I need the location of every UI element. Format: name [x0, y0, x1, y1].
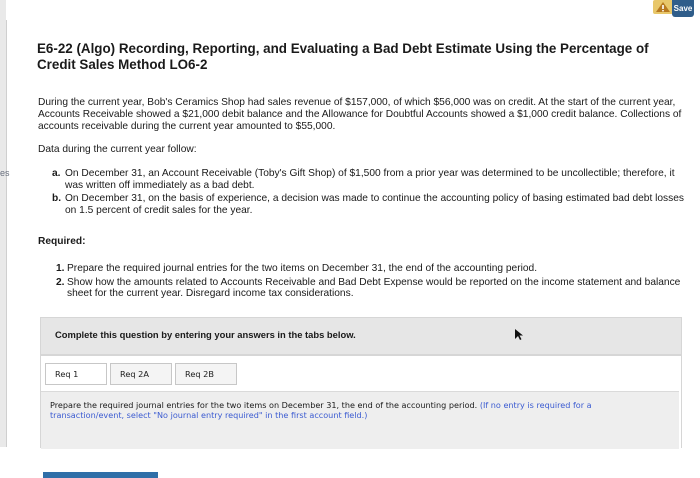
complete-question-text: Complete this question by entering your answers in the tabs below. [55, 329, 356, 340]
question-intro: During the current year, Bob's Ceramics Shop had sales revenue of $157,000, of which $56,000 was on credit. At the start of the current year, Accounts Receivable showed a $21,000 debit balance and the Allowance for Doubtful Accounts showed a $1,000 credit balance. Collections of accounts receivable during the current year amounted to $55,000. [38, 97, 682, 132]
tab-label: Req 2A [120, 369, 149, 379]
data-item-label: a. [52, 168, 61, 179]
data-item-text: On December 31, an Account Receivable (Toby's Gift Shop) of $1,500 from a prior year was determined to be uncollectible; therefore, it was written off immediately as a bad debt. [65, 168, 675, 191]
instruction-hint: (If no entry is required for a transaction/event, select "No journal entry required" in the first account field.) [50, 400, 592, 421]
data-item [52, 168, 688, 191]
required-item-text: Prepare the required journal entries for the two items on December 31, the end of the accounting period. [67, 263, 538, 274]
tab-label: Req 1 [55, 369, 79, 379]
complete-question-banner [40, 317, 682, 355]
answer-tab-panel [40, 355, 682, 448]
tab-req-2a[interactable] [110, 363, 172, 385]
top-toolbar [6, 0, 700, 20]
tab-req-2b[interactable] [175, 363, 237, 385]
partially-visible-button[interactable] [43, 472, 158, 478]
question-title: E6-22 (Algo) Recording, Reporting, and Evaluating a Bad Debt Estimate Using the Percentage of Credit Sales Method LO6-2 [37, 41, 649, 72]
required-item [56, 277, 688, 300]
left-panel-label: es [0, 168, 10, 178]
required-item [56, 263, 688, 275]
required-item-label: 1. [56, 263, 65, 274]
data-item-text: On December 31, on the basis of experience, a decision was made to continue the accounting policy of basing estimated bad debt losses on 1.5 percent of credit sales for the year. [65, 193, 684, 216]
required-items-list [56, 263, 688, 302]
save-button[interactable]: Save [672, 0, 694, 17]
data-intro: Data during the current year follow: [38, 144, 197, 155]
required-item-text: Show how the amounts related to Accounts Receivable and Bad Debt Expense would be reported on the income statement and balance sheet for the current year. Disregard income tax considerations. [67, 276, 681, 300]
required-item-label: 2. [56, 276, 65, 288]
tab-label: Req 2B [185, 369, 214, 379]
warning-icon[interactable] [653, 0, 673, 14]
tab-req-1[interactable] [45, 363, 107, 385]
required-heading: Required: [38, 236, 86, 247]
left-panel-edge [0, 0, 7, 447]
data-item [52, 193, 688, 216]
instruction-box [41, 391, 679, 449]
data-items-list [52, 168, 688, 218]
instruction-main: Prepare the required journal entries for the two items on December 31, the end of the accounting period. [50, 400, 478, 410]
instruction-text [50, 400, 665, 420]
data-item-label: b. [52, 193, 62, 205]
mouse-cursor-icon [515, 329, 525, 341]
